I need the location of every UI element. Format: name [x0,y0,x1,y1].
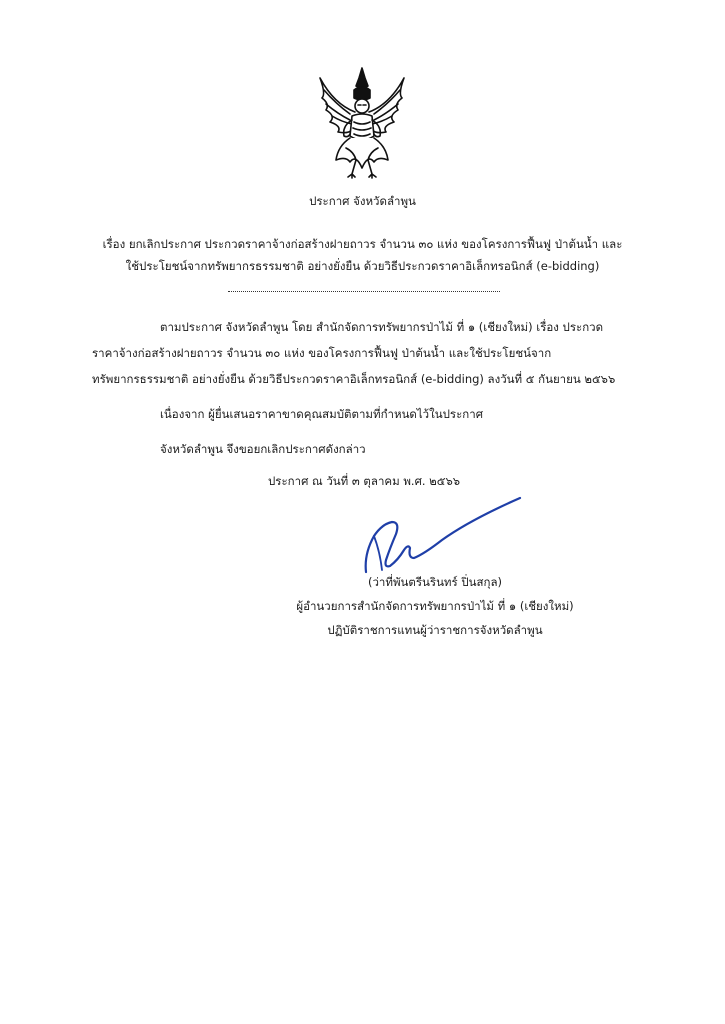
signer-name: (ว่าที่พันตรีนรินทร์ ปิ่นสกุล) [367,575,503,589]
announcement-date: ประกาศ ณ วันที่ ๓ ตุลาคม พ.ศ. ๒๕๖๖ [268,474,461,488]
signer-position: ผู้อำนวยการสำนักจัดการทรัพยากรป่าไม้ ที่ ๑ (เชียงใหม่) [296,599,574,613]
dotted-divider [228,291,500,292]
body-paragraph-1-line-3: ทรัพยากรธรรมชาติ อย่างยั่งยืน ด้วยวิธีประกวดราคาอิเล็กทรอนิกส์ (e-bidding) ลงวันที่ ๕ กันยายน ๒๕๖๖ [92,372,616,386]
subject-line-1: เรื่อง ยกเลิกประกาศ ประกวดราคาจ้างก่อสร้างฝายถาวร จำนวน ๓๐ แห่ง ของโครงการฟื้นฟู ป่าต้นน้ำ และ [102,237,623,251]
subject-line-2: ใช้ประโยชน์จากทรัพยากรธรรมชาติ อย่างยั่งยืน ด้วยวิธีประกวดราคาอิเล็กทรอนิกส์ (e-bidding) [125,259,600,273]
garuda-emblem-icon [312,64,412,182]
body-paragraph-1-line-2: ราคาจ้างก่อสร้างฝายถาวร จำนวน ๓๐ แห่ง ของโครงการฟื้นฟู ป่าต้นน้ำ และใช้ประโยชน์จาก [92,346,552,360]
body-paragraph-2: เนื่องจาก ผู้ยื่นเสนอราคาขาดคุณสมบัติตามที่กำหนดไว้ในประกาศ [160,407,483,421]
body-paragraph-1-line-1: ตามประกาศ จังหวัดลำพูน โดย สำนักจัดการทรัพยากรป่าไม้ ที่ ๑ (เชียงใหม่) เรื่อง ประกวด [160,320,604,334]
announcement-title: ประกาศ จังหวัดลำพูน [309,194,416,208]
body-paragraph-3: จังหวัดลำพูน จึงขอยกเลิกประกาศดังกล่าว [160,442,366,456]
signer-acting-for: ปฏิบัติราชการแทนผู้ว่าราชการจังหวัดลำพูน [327,623,543,637]
